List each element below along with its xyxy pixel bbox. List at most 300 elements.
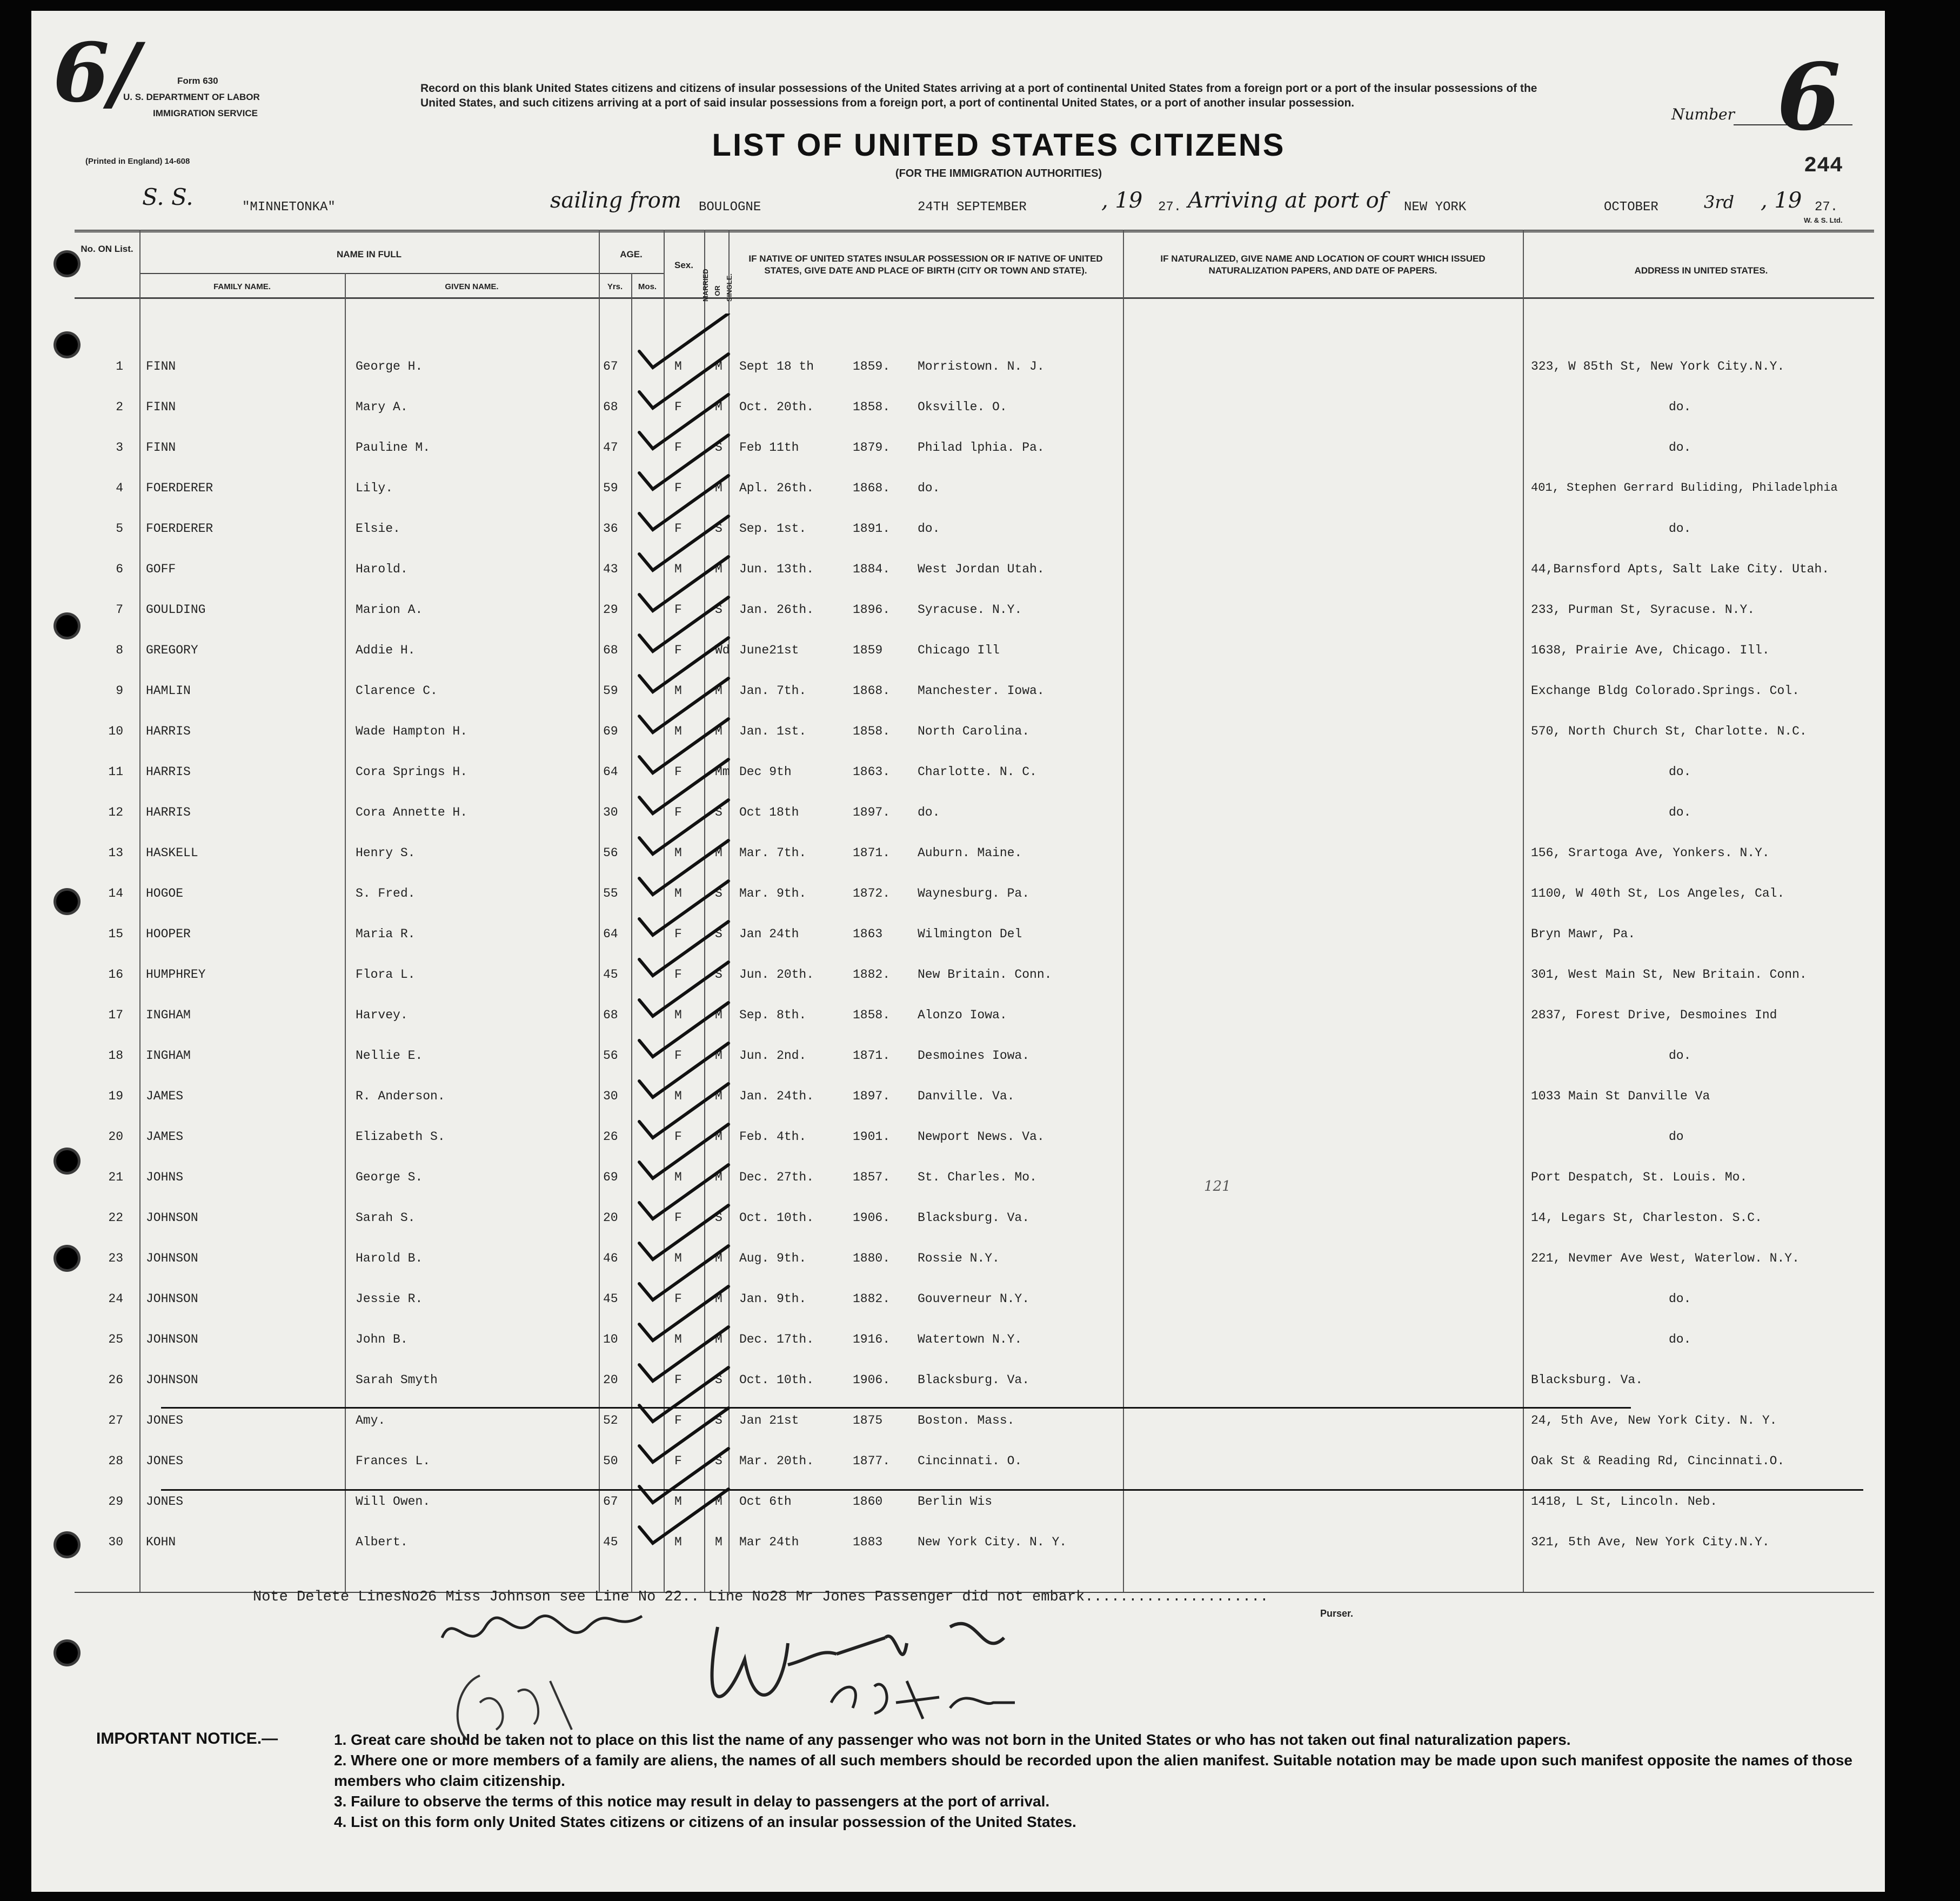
row-number: 5 (116, 522, 123, 536)
family-name: FINN (146, 400, 176, 414)
departure-date: 24TH SEPTEMBER (918, 200, 1027, 215)
given-name: George H. (356, 359, 423, 373)
birth-place: Philad lphia. Pa. (918, 441, 1045, 455)
birth-year: 1871. (853, 1049, 891, 1063)
sex: M (674, 846, 682, 860)
row-number: 14 (108, 886, 123, 901)
check-mark (639, 435, 728, 489)
birth-place: Rossie N.Y. (918, 1251, 1000, 1265)
birth-date: Dec 9th (739, 765, 792, 779)
birth-date: Aug. 9th. (739, 1251, 807, 1265)
birth-year: 1858. (853, 1008, 891, 1022)
family-name: JOHNSON (146, 1332, 198, 1346)
punch-hole (56, 334, 78, 356)
address: 1100, W 40th St, Los Angeles, Cal. (1531, 886, 1785, 901)
sex: M (674, 1251, 682, 1265)
birth-year: 1875 (853, 1413, 883, 1428)
address: 221, Nevmer Ave West, Waterlow. N.Y. (1531, 1251, 1800, 1265)
age-years: 43 (603, 562, 618, 576)
birth-year: 1901. (853, 1130, 891, 1144)
marital-status: M (715, 481, 723, 495)
birth-place: Alonzo Iowa. (918, 1008, 1007, 1022)
age-years: 64 (603, 927, 618, 941)
sex: M (674, 359, 682, 373)
purser-note: Note Delete LinesNo26 Miss Johnson see Line No 22.. Line No28 Mr Jones Passenger did not embark..................... (253, 1589, 1269, 1605)
address: 156, Srartoga Ave, Yonkers. N.Y. (1531, 846, 1770, 860)
header-name-in-full: NAME IN FULL (337, 249, 402, 259)
sex: M (674, 1089, 682, 1103)
birth-date: Feb 11th (739, 441, 799, 455)
birth-year: 1868. (853, 684, 891, 698)
given-name: Harold B. (356, 1251, 423, 1265)
birth-place: do. (918, 522, 940, 536)
family-name: HUMPHREY (146, 968, 206, 982)
marital-status: S (715, 1413, 723, 1428)
check-mark (639, 1043, 728, 1097)
birth-year: 1897. (853, 1089, 891, 1103)
birth-date: Sep. 8th. (739, 1008, 807, 1022)
address: 2837, Forest Drive, Desmoines Ind (1531, 1008, 1777, 1022)
row-number: 3 (116, 441, 123, 455)
check-mark (639, 1084, 728, 1138)
sex: M (674, 724, 682, 738)
family-name: INGHAM (146, 1049, 191, 1063)
given-name: Will Owen. (356, 1495, 431, 1509)
arrival-port: NEW YORK (1404, 200, 1467, 215)
service: IMMIGRATION SERVICE (153, 108, 258, 118)
check-mark (639, 597, 728, 651)
marital-status: Mm (715, 765, 730, 779)
passenger-row (31, 1008, 1885, 1048)
marital-status: M (715, 1332, 723, 1346)
marital-status: M (715, 1049, 723, 1063)
sex: F (674, 1413, 682, 1428)
passenger-row (31, 562, 1885, 602)
stamp-number: 244 (1804, 154, 1843, 178)
age-years: 67 (603, 1495, 618, 1509)
family-name: INGHAM (146, 1008, 191, 1022)
family-name: HASKELL (146, 846, 198, 860)
birth-year: 1863. (853, 765, 891, 779)
family-name: GOFF (146, 562, 176, 576)
age-years: 45 (603, 1535, 618, 1549)
header-birth: IF NATIVE OF UNITED STATES INSULAR POSSESSION OR IF NATIVE OF UNITED STATES, GIVE DATE AND PLACE OF BIRTH (CITY OR TOWN AND STATE). (748, 254, 1103, 276)
address: 570, North Church St, Charlotte. N.C. (1531, 724, 1807, 738)
family-name: FOERDERER (146, 522, 213, 536)
number-value: 6 (1777, 43, 1841, 151)
header-age: AGE. (620, 249, 643, 259)
row-number: 27 (108, 1413, 123, 1428)
sex: F (674, 1292, 682, 1306)
record-instructions: Record on this blank United States citizens and citizens of insular possessions of the United States arriving at a port of continental United States from a foreign port or a port of the insular possessions of the United States, and such citizens arriving at a port of said insular possessions from a foreign port, a port of continental United States, or a port of another insular possession. (420, 82, 1537, 109)
given-name: Harold. (356, 562, 408, 576)
check-mark (639, 962, 728, 1016)
birth-year: 1863 (853, 927, 883, 941)
given-name: Frances L. (356, 1454, 431, 1468)
row-number: 30 (108, 1535, 123, 1549)
given-name: Nellie E. (356, 1049, 423, 1063)
row-number: 2 (116, 400, 123, 414)
age-years: 36 (603, 522, 618, 536)
check-mark (639, 395, 728, 449)
address: Bryn Mawr, Pa. (1531, 927, 1636, 941)
departure-year-prefix: , 19 (1101, 188, 1143, 213)
age-years: 52 (603, 1413, 618, 1428)
passenger-row (31, 1292, 1885, 1332)
birth-year: 1857. (853, 1170, 891, 1184)
sex: F (674, 968, 682, 982)
birth-year: 1859 (853, 643, 883, 657)
age-years: 56 (603, 1049, 618, 1063)
passenger-row (31, 603, 1885, 643)
passenger-row (31, 359, 1885, 399)
address: do. (1669, 400, 1691, 414)
passenger-row (31, 765, 1885, 805)
arriving-label: Arriving at port of (1188, 188, 1387, 213)
check-mark (639, 1165, 728, 1219)
given-name: Sarah Smyth (356, 1373, 438, 1387)
given-name: Elsie. (356, 522, 400, 536)
birth-date: Jan. 7th. (739, 684, 807, 698)
sex: M (674, 684, 682, 698)
form-number: Form 630 (177, 76, 218, 86)
address: 401, Stephen Gerrard Buliding, Philadelphia (1531, 481, 1838, 495)
family-name: JOHNSON (146, 1211, 198, 1225)
given-name: George S. (356, 1170, 423, 1184)
birth-year: 1858. (853, 724, 891, 738)
family-name: HARRIS (146, 724, 191, 738)
marital-status: S (715, 805, 723, 819)
passenger-row (31, 1251, 1885, 1291)
birth-year: 1879. (853, 441, 891, 455)
marital-status: S (715, 441, 723, 455)
table-top-rule (75, 230, 1874, 231)
address: 1033 Main St Danville Va (1531, 1089, 1710, 1103)
birth-place: Berlin Wis (918, 1495, 993, 1509)
check-mark (639, 719, 728, 773)
birth-date: Jun. 20th. (739, 968, 814, 982)
departure-year: 27. (1158, 200, 1182, 215)
passenger-row (31, 724, 1885, 764)
birth-place: do. (918, 805, 940, 819)
marital-status: S (715, 1373, 723, 1387)
birth-year: 1882. (853, 1292, 891, 1306)
sex: M (674, 562, 682, 576)
birth-place: Desmoines Iowa. (918, 1049, 1030, 1063)
row-number: 12 (108, 805, 123, 819)
birth-place: Newport News. Va. (918, 1130, 1045, 1144)
birth-date: Jan 24th (739, 927, 799, 941)
marital-status: S (715, 927, 723, 941)
passenger-row (31, 846, 1885, 886)
address: do. (1669, 1049, 1691, 1063)
sex: M (674, 1495, 682, 1509)
row-number: 4 (116, 481, 123, 495)
birth-place: Blacksburg. Va. (918, 1211, 1030, 1225)
address: Port Despatch, St. Louis. Mo. (1531, 1170, 1748, 1184)
sex: M (674, 1008, 682, 1022)
given-name: Flora L. (356, 968, 416, 982)
birth-date: Mar. 9th. (739, 886, 807, 901)
marital-status: M (715, 562, 723, 576)
given-name: Henry S. (356, 846, 416, 860)
row-number: 19 (108, 1089, 123, 1103)
address: 323, W 85th St, New York City.N.Y. (1531, 359, 1785, 373)
header-naturalized: IF NATURALIZED, GIVE NAME AND LOCATION OF COURT WHICH ISSUED NATURALIZATION PAPERS, AND DATE OF PAPERS. (1160, 254, 1486, 276)
family-name: FOERDERER (146, 481, 213, 495)
birth-date: Jan 21st (739, 1413, 799, 1428)
arrival-month: OCTOBER (1604, 200, 1658, 215)
birth-place: Auburn. Maine. (918, 846, 1022, 860)
strike-line-26 (161, 1407, 1631, 1409)
table-top-rule (75, 231, 1874, 232)
row-number: 21 (108, 1170, 123, 1184)
age-years: 45 (603, 968, 618, 982)
birth-date: Mar 24th (739, 1535, 799, 1549)
birth-place: Watertown N.Y. (918, 1332, 1022, 1346)
given-name: R. Anderson. (356, 1089, 445, 1103)
birth-year: 1877. (853, 1454, 891, 1468)
sex: F (674, 1049, 682, 1063)
check-mark (639, 1368, 728, 1422)
given-name: Amy. (356, 1413, 386, 1428)
strike-line-28 (161, 1489, 1863, 1491)
birth-date: Jan. 1st. (739, 724, 807, 738)
check-mark (639, 1205, 728, 1259)
family-name: JOHNS (146, 1170, 184, 1184)
address: do. (1669, 765, 1691, 779)
marital-status: S (715, 1211, 723, 1225)
check-mark (639, 354, 728, 408)
family-name: KOHN (146, 1535, 176, 1549)
address: 321, 5th Ave, New York City.N.Y. (1531, 1535, 1770, 1549)
marital-status: S (715, 968, 723, 982)
header-married-single: MARRIED OR SINGLE. (701, 269, 733, 302)
marital-status: M (715, 1292, 723, 1306)
marital-status: M (715, 1251, 723, 1265)
birth-year: 1896. (853, 603, 891, 617)
passenger-row (31, 805, 1885, 845)
check-mark (639, 800, 728, 854)
check-mark (639, 1408, 728, 1462)
check-mark (639, 881, 728, 935)
printed-note: (Printed in England) 14-608 (85, 157, 190, 166)
age-years: 59 (603, 481, 618, 495)
age-years: 46 (603, 1251, 618, 1265)
arrival-day: 3rd (1704, 192, 1735, 212)
marital-status: M (715, 1495, 723, 1509)
passenger-row (31, 684, 1885, 724)
address: do. (1669, 1292, 1691, 1306)
sex: F (674, 1211, 682, 1225)
family-name: FINN (146, 359, 176, 373)
punch-hole (56, 253, 78, 275)
birth-date: Dec. 27th. (739, 1170, 814, 1184)
age-years: 68 (603, 1008, 618, 1022)
row-number: 22 (108, 1211, 123, 1225)
row-number: 13 (108, 846, 123, 860)
sex: M (674, 886, 682, 901)
birth-date: Dec. 17th. (739, 1332, 814, 1346)
sex: F (674, 1454, 682, 1468)
age-years: 30 (603, 805, 618, 819)
ss-label: S. S. (142, 184, 193, 210)
row-number: 8 (116, 643, 123, 657)
department: U. S. DEPARTMENT OF LABOR (123, 92, 260, 102)
address: do. (1669, 441, 1691, 455)
sex: F (674, 481, 682, 495)
passenger-row (31, 1089, 1885, 1129)
birth-place: New Britain. Conn. (918, 968, 1052, 982)
birth-place: Chicago Ill (918, 643, 1000, 657)
address: 301, West Main St, New Britain. Conn. (1531, 968, 1807, 982)
sex: F (674, 765, 682, 779)
header-address: ADDRESS IN UNITED STATES. (1634, 265, 1768, 276)
check-mark (639, 678, 728, 732)
page-number-handwritten: 6/ (53, 25, 139, 121)
birth-year: 1883 (853, 1535, 883, 1549)
birth-place: Boston. Mass. (918, 1413, 1015, 1428)
row-number: 1 (116, 359, 123, 373)
arrival-year-prefix: , 19 (1761, 188, 1802, 213)
passenger-row (31, 481, 1885, 521)
birth-date: Mar. 20th. (739, 1454, 814, 1468)
birth-year: 1859. (853, 359, 891, 373)
passenger-row (31, 1495, 1885, 1535)
birth-year: 1882. (853, 968, 891, 982)
family-name: JAMES (146, 1089, 184, 1103)
family-name: JAMES (146, 1130, 184, 1144)
birth-place: New York City. N. Y. (918, 1535, 1067, 1549)
address: 14, Legars St, Charleston. S.C. (1531, 1211, 1762, 1225)
address: do. (1669, 1332, 1691, 1346)
passenger-row (31, 400, 1885, 440)
header-sex: Sex. (674, 260, 693, 270)
age-years: 68 (603, 643, 618, 657)
ship-name: "MINNETONKA" (242, 200, 336, 215)
birth-place: St. Charles. Mo. (918, 1170, 1037, 1184)
address: 1638, Prairie Ave, Chicago. Ill. (1531, 643, 1770, 657)
sex: F (674, 400, 682, 414)
notice-item-3: 3. Failure to observe the terms of this notice may result in delay to passengers at the port of arrival. (334, 1793, 1050, 1810)
notice-item-4: 4. List on this form only United States citizens or citizens of an insular possession of the United States. (334, 1813, 1076, 1830)
birth-place: Gouverneur N.Y. (918, 1292, 1030, 1306)
row-number: 15 (108, 927, 123, 941)
marital-status: M (715, 1089, 723, 1103)
family-name: JOHNSON (146, 1292, 198, 1306)
sex: M (674, 1170, 682, 1184)
family-name: FINN (146, 441, 176, 455)
family-name: HOGOE (146, 886, 184, 901)
given-name: John B. (356, 1332, 408, 1346)
row-number: 16 (108, 968, 123, 982)
page-title: LIST OF UNITED STATES CITIZENS (712, 128, 1286, 163)
birth-year: 1916. (853, 1332, 891, 1346)
check-mark (639, 638, 728, 692)
given-name: Cora Annette H. (356, 805, 468, 819)
birth-year: 1871. (853, 846, 891, 860)
purser-label: Purser. (1320, 1608, 1354, 1619)
check-mark (639, 1489, 728, 1543)
age-years: 26 (603, 1130, 618, 1144)
check-mark (639, 841, 728, 895)
birth-date: Oct. 10th. (739, 1373, 814, 1387)
age-years: 20 (603, 1211, 618, 1225)
given-name: Sarah S. (356, 1211, 416, 1225)
birth-date: Oct 6th (739, 1495, 792, 1509)
check-mark (639, 314, 728, 368)
marital-status: S (715, 603, 723, 617)
passenger-row (31, 1332, 1885, 1372)
birth-year: 1906. (853, 1373, 891, 1387)
age-years: 59 (603, 684, 618, 698)
passenger-row (31, 643, 1885, 683)
check-mark (639, 476, 728, 530)
birth-place: Waynesburg. Pa. (918, 886, 1030, 901)
address: do (1669, 1130, 1684, 1144)
age-years: 10 (603, 1332, 618, 1346)
passenger-row (31, 1413, 1885, 1453)
row-number: 24 (108, 1292, 123, 1306)
given-name: Addie H. (356, 643, 416, 657)
header-no-on-list: No. ON List. (81, 244, 133, 254)
birth-date: Apl. 26th. (739, 481, 814, 495)
handwritten-signatures (410, 1578, 1220, 1740)
birth-date: Feb. 4th. (739, 1130, 807, 1144)
sex: F (674, 927, 682, 941)
check-mark (639, 1003, 728, 1057)
age-years: 50 (603, 1454, 618, 1468)
marital-status: S (715, 1454, 723, 1468)
given-name: Cora Springs H. (356, 765, 468, 779)
birth-place: Charlotte. N. C. (918, 765, 1037, 779)
given-name: Elizabeth S. (356, 1130, 445, 1144)
family-name: JOHNSON (146, 1373, 198, 1387)
address: do. (1669, 805, 1691, 819)
birth-place: Wilmington Del (918, 927, 1022, 941)
given-name: Jessie R. (356, 1292, 423, 1306)
header-given-name: GIVEN NAME. (445, 282, 499, 291)
given-name: Maria R. (356, 927, 416, 941)
passenger-row (31, 927, 1885, 967)
row-number: 18 (108, 1049, 123, 1063)
family-name: JONES (146, 1495, 184, 1509)
passenger-row (31, 968, 1885, 1008)
age-years: 45 (603, 1292, 618, 1306)
age-years: 68 (603, 400, 618, 414)
birth-year: 1884. (853, 562, 891, 576)
given-name: S. Fred. (356, 886, 416, 901)
birth-date: Sept 18 th (739, 359, 814, 373)
marital-status: M (715, 684, 723, 698)
check-mark (639, 557, 728, 611)
family-name: HOOPER (146, 927, 191, 941)
sex: F (674, 522, 682, 536)
birth-place: Morristown. N. J. (918, 359, 1045, 373)
passenger-row (31, 522, 1885, 562)
birth-date: Jan. 26th. (739, 603, 814, 617)
birth-date: Oct. 10th. (739, 1211, 814, 1225)
family-name: HAMLIN (146, 684, 191, 698)
sex: F (674, 643, 682, 657)
check-mark (639, 1124, 728, 1178)
birth-year: 1858. (853, 400, 891, 414)
row-number: 26 (108, 1373, 123, 1387)
given-name: Albert. (356, 1535, 408, 1549)
birth-place: West Jordan Utah. (918, 562, 1045, 576)
check-mark (639, 922, 728, 976)
page-subtitle: (FOR THE IMMIGRATION AUTHORITIES) (895, 168, 1102, 179)
